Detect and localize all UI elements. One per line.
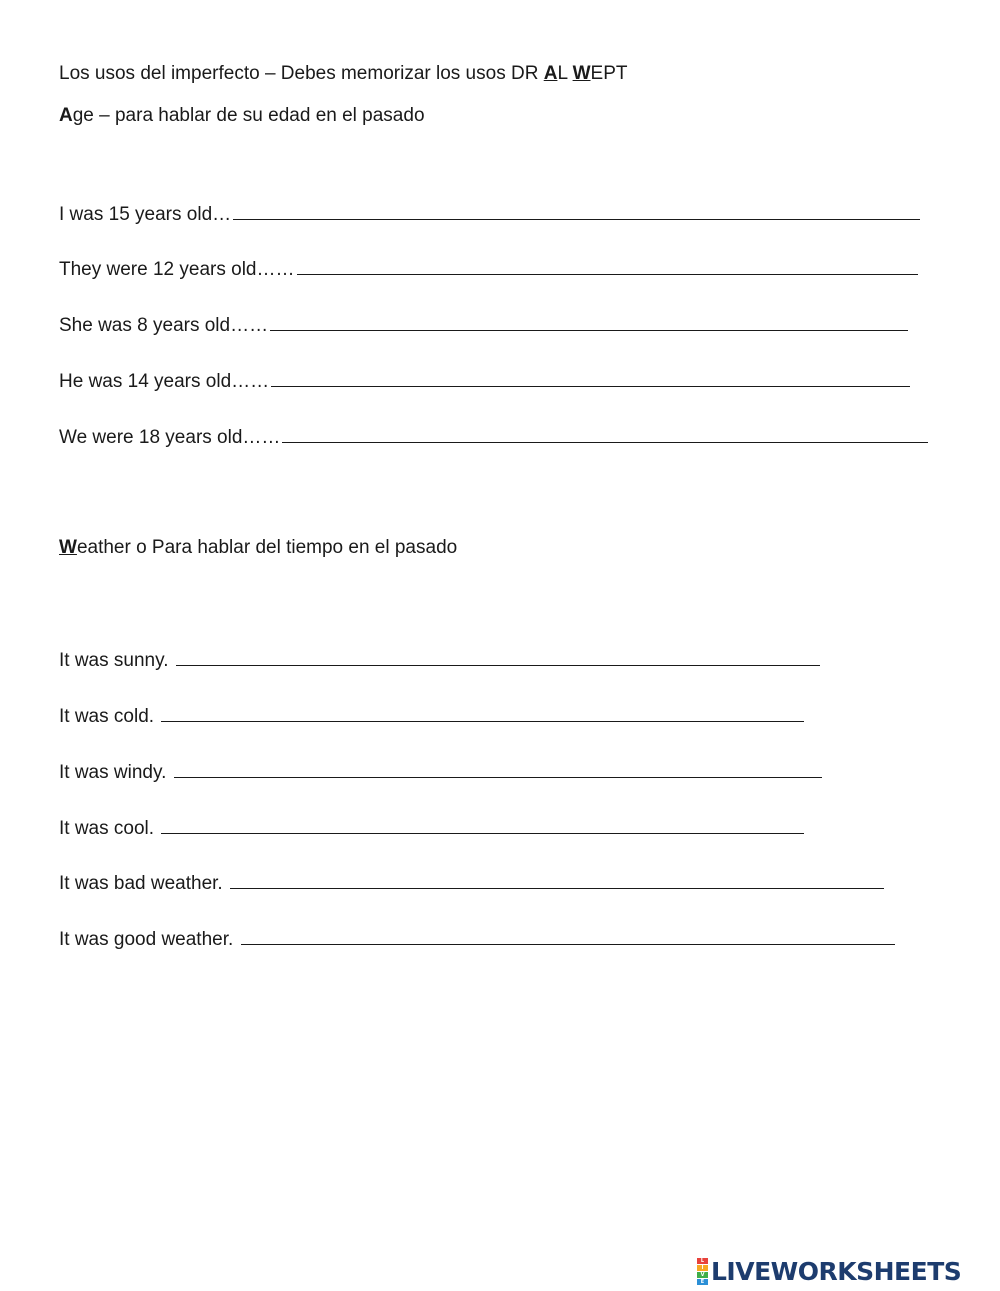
logo-block-v: V [697, 1272, 708, 1278]
weather-prompt-row [59, 703, 804, 729]
age-prompt-row [59, 424, 928, 450]
logo-block-i: I [697, 1265, 708, 1271]
weather-subheading [59, 536, 457, 560]
answer-blank[interactable] [174, 759, 822, 778]
title-letter-w: W [572, 63, 591, 84]
weather-prompt-row [59, 870, 884, 896]
logo-wordmark: LIVEWORKSHEETS [711, 1256, 962, 1286]
age-prompt-label: I was 15 years old… [59, 204, 232, 225]
age-prompt-row [59, 312, 908, 338]
answer-blank[interactable] [271, 368, 910, 387]
title-letter-l: L [557, 63, 573, 84]
age-prompt-label: He was 14 years old…… [59, 371, 270, 392]
answer-blank[interactable] [297, 256, 918, 275]
age-prompt-row [59, 368, 910, 394]
title-text: Los usos del imperfecto – Debes memorizar los usos DR [59, 63, 544, 84]
age-first-letter: A [59, 105, 73, 126]
answer-blank[interactable] [161, 703, 804, 722]
weather-prompt-label: It was good weather. [59, 929, 239, 950]
logo-block-l: L [697, 1258, 708, 1264]
title-letter-a: A [543, 63, 558, 84]
weather-subheading-text: eather o Para hablar del tiempo en el pasado [76, 537, 458, 558]
answer-blank[interactable] [161, 815, 804, 834]
weather-prompt-row [59, 815, 804, 841]
logo-live-blocks [697, 1258, 708, 1285]
age-prompt-label: They were 12 years old…… [59, 259, 295, 280]
title-letters-ept: EPT [590, 63, 628, 84]
weather-prompt-label: It was sunny. [59, 650, 174, 671]
weather-prompt-row [59, 926, 895, 952]
answer-blank[interactable] [241, 926, 895, 945]
worksheet-title [59, 62, 627, 86]
weather-prompt-row [59, 759, 822, 785]
liveworksheets-logo [697, 1254, 961, 1288]
weather-prompt-row [59, 647, 820, 673]
weather-prompt-label: It was bad weather. [59, 873, 228, 894]
weather-first-letter: W [59, 537, 77, 558]
answer-blank[interactable] [230, 870, 884, 889]
age-prompt-row [59, 256, 918, 282]
logo-block-e: E [697, 1279, 708, 1285]
age-subheading-text: ge – para hablar de su edad en el pasado [72, 105, 425, 126]
weather-prompt-label: It was windy. [59, 762, 172, 783]
weather-prompt-label: It was cold. [59, 706, 160, 727]
answer-blank[interactable] [270, 312, 908, 331]
answer-blank[interactable] [233, 201, 920, 220]
answer-blank[interactable] [282, 424, 928, 443]
weather-prompt-label: It was cool. [59, 818, 160, 839]
answer-blank[interactable] [176, 647, 820, 666]
age-prompt-label: We were 18 years old…… [59, 427, 281, 448]
age-prompt-label: She was 8 years old…… [59, 315, 269, 336]
age-subheading [59, 104, 425, 128]
age-prompt-row [59, 201, 920, 227]
